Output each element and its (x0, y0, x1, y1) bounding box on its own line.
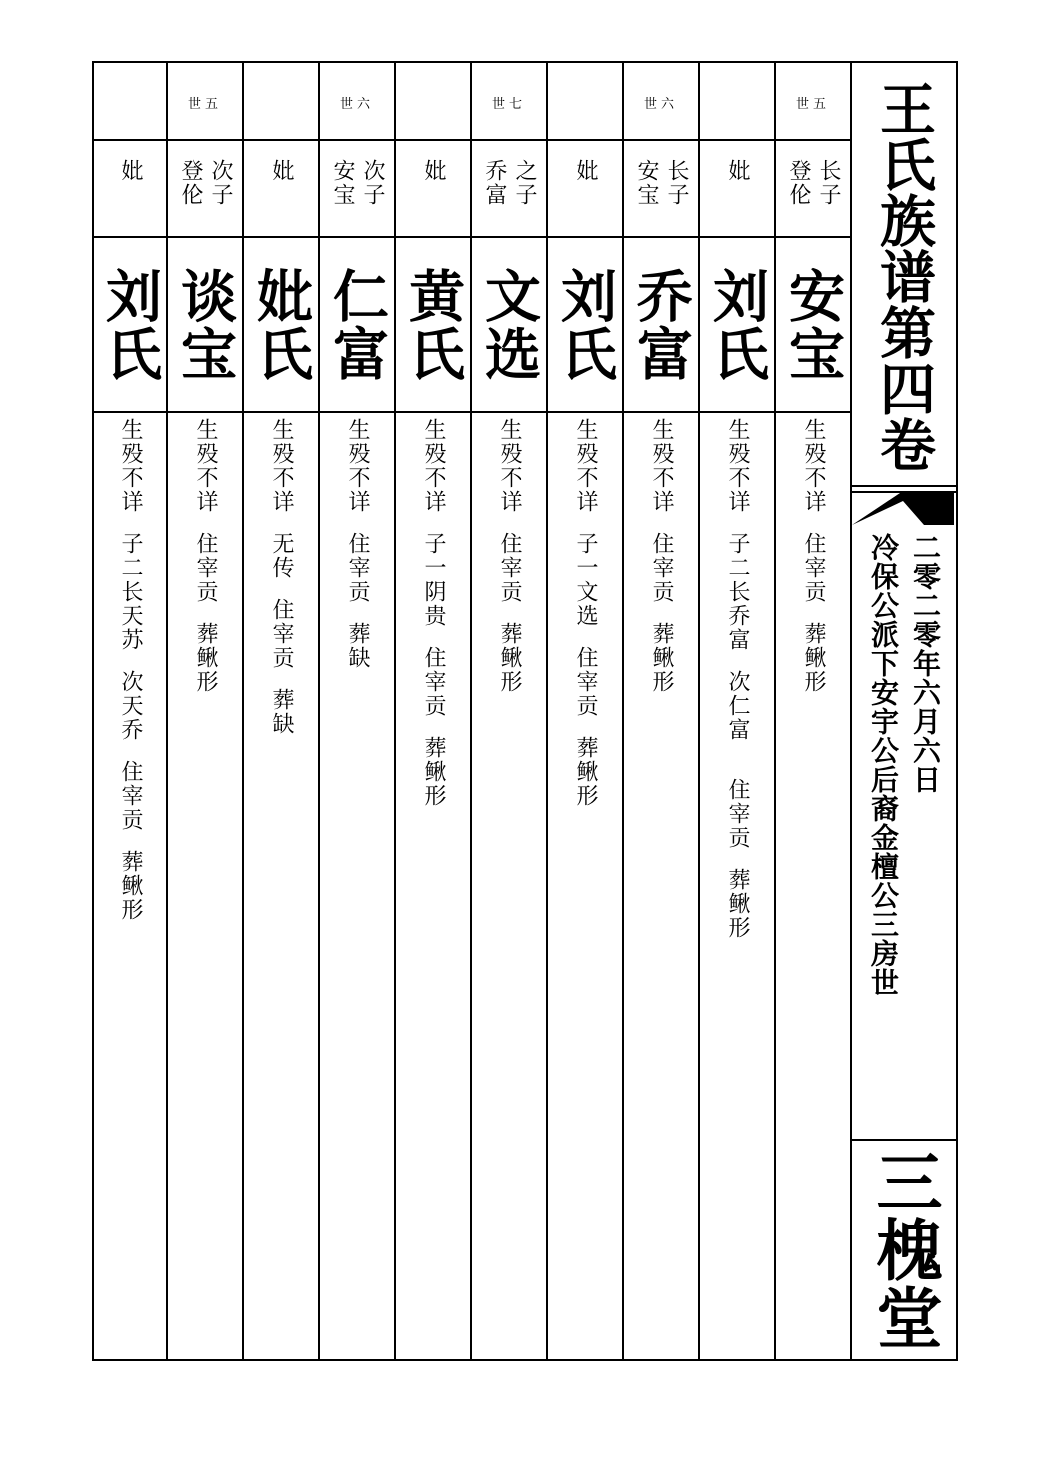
person-detail: 生殁不详 子一阴贵 住宰贡 葬鳅形 (421, 418, 446, 808)
generation-label: 世五 (168, 63, 242, 141)
person-name-cell (548, 238, 622, 413)
person-detail-cell (94, 418, 166, 1359)
generation-label (244, 63, 318, 141)
relation-cell (472, 141, 546, 238)
genealogy-page-frame (92, 61, 958, 1361)
relation-spouse: 妣 (118, 159, 143, 183)
generation-label (548, 63, 622, 141)
relation-rank: 次子 (208, 159, 233, 207)
person-detail: 生殁不详 住宰贡 葬缺 (345, 418, 370, 670)
entry-column-8 (244, 63, 320, 1359)
person-detail: 生殁不详 住宰贡 葬鳅形 (649, 418, 674, 694)
compile-date: 二零二零年六月六日 (909, 533, 942, 794)
relation-parent: 安宝 (634, 159, 659, 207)
person-name-cell (244, 238, 318, 413)
person-name: 仁富 (324, 266, 390, 383)
generation-label: 世五 (776, 63, 850, 141)
generation-label: 世六 (320, 63, 394, 141)
person-detail-cell (168, 418, 242, 1359)
person-name: 妣氏 (248, 266, 314, 383)
generation-label (94, 63, 166, 141)
relation-cell (320, 141, 394, 238)
relation-rank: 次子 (360, 159, 385, 207)
entry-column-9 (168, 63, 244, 1359)
title-panel (852, 63, 956, 1359)
subtitle-cell (852, 533, 956, 1133)
relation-spouse: 妣 (573, 159, 598, 183)
relation-cell (776, 141, 850, 238)
person-detail: 生殁不详 子一文选 住宰贡 葬鳅形 (573, 418, 598, 808)
generation-label (396, 63, 470, 141)
entry-column-7 (320, 63, 396, 1359)
person-detail: 生殁不详 子二长乔富 次仁富 住宰贡 葬鳅形 (725, 418, 750, 940)
relation-rank: 长子 (816, 159, 841, 207)
relation-cell (548, 141, 622, 238)
relation-parent: 登伦 (178, 159, 203, 207)
person-detail-cell (396, 418, 470, 1359)
entry-column-10 (94, 63, 168, 1359)
person-detail-cell (320, 418, 394, 1359)
generation-label: 世七 (472, 63, 546, 141)
person-name-cell (396, 238, 470, 413)
person-name: 刘氏 (704, 266, 770, 383)
person-name: 谈宝 (172, 266, 238, 383)
relation-spouse: 妣 (421, 159, 446, 183)
person-detail: 生殁不详 住宰贡 葬鳅形 (801, 418, 826, 694)
person-name-cell (94, 238, 166, 413)
person-name: 乔富 (628, 266, 694, 383)
person-detail-cell (472, 418, 546, 1359)
relation-cell (244, 141, 318, 238)
relation-cell (700, 141, 774, 238)
book-title: 王氏族谱第四卷 (871, 80, 937, 472)
person-detail-cell (244, 418, 318, 1359)
entry-column-1 (776, 63, 852, 1359)
relation-cell (396, 141, 470, 238)
relation-rank: 之子 (512, 159, 537, 207)
person-name: 刘氏 (552, 266, 618, 383)
hall-name-cell (852, 1141, 956, 1359)
relation-parent: 乔富 (482, 159, 507, 207)
relation-cell (624, 141, 698, 238)
person-name-cell (700, 238, 774, 413)
divider (852, 485, 956, 487)
generation-label (700, 63, 774, 141)
person-name: 刘氏 (97, 266, 163, 383)
person-name: 安宝 (780, 266, 846, 383)
person-detail: 生殁不详 住宰贡 葬鳅形 (497, 418, 522, 694)
person-detail: 生殁不详 子二长天苏 次天乔 住宰贡 葬鳅形 (118, 418, 143, 922)
person-name-cell (168, 238, 242, 413)
person-detail-cell (624, 418, 698, 1359)
relation-cell (168, 141, 242, 238)
relation-rank: 长子 (664, 159, 689, 207)
entry-column-5 (472, 63, 548, 1359)
entry-column-4 (548, 63, 624, 1359)
entry-column-6 (396, 63, 472, 1359)
relation-spouse: 妣 (269, 159, 294, 183)
person-detail-cell (700, 418, 774, 1359)
person-name-cell (320, 238, 394, 413)
entry-column-2 (700, 63, 776, 1359)
generation-label: 世六 (624, 63, 698, 141)
relation-parent: 登伦 (786, 159, 811, 207)
person-name-cell (776, 238, 850, 413)
lineage-subtitle: 冷保公派下安宇公后裔金檀公三房世 (867, 533, 900, 997)
person-name: 文选 (476, 266, 542, 383)
relation-parent: 安宝 (330, 159, 355, 207)
book-title-cell (852, 63, 956, 489)
person-name: 黄氏 (400, 266, 466, 383)
person-name-cell (472, 238, 546, 413)
relation-spouse: 妣 (725, 159, 750, 183)
person-detail-cell (548, 418, 622, 1359)
banner-triangle-icon (852, 491, 954, 525)
person-detail: 生殁不详 无传 住宰贡 葬缺 (269, 418, 294, 736)
relation-cell (94, 141, 166, 238)
entry-column-3 (624, 63, 700, 1359)
person-name-cell (624, 238, 698, 413)
person-detail: 生殁不详 住宰贡 葬鳅形 (193, 418, 218, 694)
person-detail-cell (776, 418, 850, 1359)
hall-name: 三槐堂 (865, 1148, 943, 1352)
